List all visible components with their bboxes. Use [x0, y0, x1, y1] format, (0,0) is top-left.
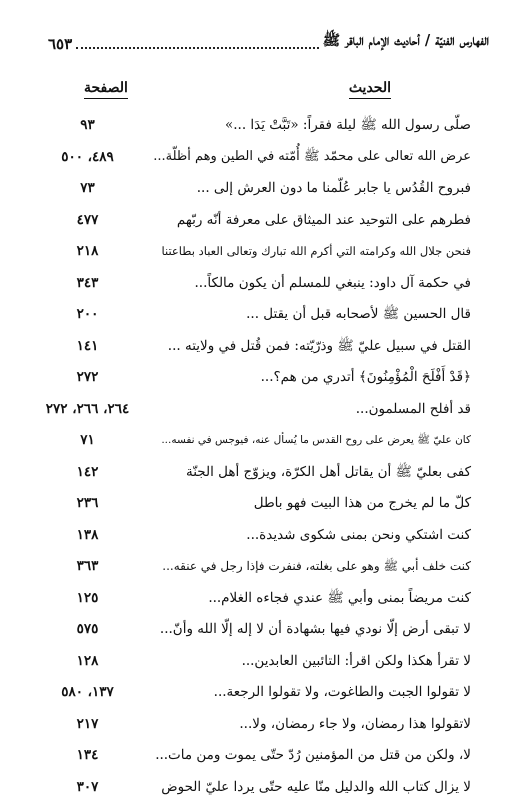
- page-reference: ١٣٨: [0, 526, 175, 544]
- page-reference: ٤٧٧: [0, 211, 175, 229]
- hadith-text: فبروح القُدُس يا جابر عُلّمنا ما دون العرش إلى ...: [197, 179, 471, 197]
- page-reference: ٣٠٧: [0, 778, 175, 796]
- index-row: [0, 179, 521, 211]
- header-leader-dots: [76, 46, 319, 49]
- hadith-text: فطرهم على التوحيد عند الميثاق على معرفة أنّه ربّهم: [177, 211, 471, 229]
- hadith-text: كلّ ما لم يخرج من هذا البيت فهو باطل: [254, 494, 471, 512]
- hadith-text: لا تبقى أرض إلّا نودي فيها بشهادة أن لا إله إلّا الله وأنّ...: [160, 620, 471, 638]
- page-reference: ٣٦٣: [0, 557, 175, 575]
- hadith-text: كنت اشتكي ونحن بمنى شكوى شديدة...: [246, 526, 471, 544]
- page-reference: ١٤٢: [0, 463, 175, 481]
- hadith-text: لا، ولكن من قتل من المؤمنين رُدّ حتّى يموت ومن مات...: [155, 746, 471, 764]
- hadith-text: كفى بعليّ ﷺ أن يقاتل أهل الكرّة، ويزوّج أهل الجنّة: [186, 463, 471, 481]
- page-reference: ١٢٨: [0, 652, 175, 670]
- page-reference: ٢٣٦: [0, 494, 175, 512]
- hadith-text: صلّى رسول الله ﷺ ليلة فقراً: «تَبَّتْ يَدَا ...»: [225, 116, 471, 134]
- hadith-text: القتل في سبيل عليّ ﷺ وذرّيّته: فمن قُتل في ولايته ...: [168, 337, 471, 355]
- page-reference: ٢٠٠: [0, 305, 175, 323]
- index-row: [0, 431, 521, 463]
- index-row: [0, 368, 521, 400]
- page-reference: ٥٧٥: [0, 620, 175, 638]
- index-row: [0, 116, 521, 148]
- page-reference: ٢٧٢: [0, 368, 175, 386]
- index-row: [0, 589, 521, 621]
- index-row: [0, 778, 521, 809]
- index-row: [0, 211, 521, 243]
- hadith-text: لاتقولوا هذا رمضان، ولا جاء رمضان، ولا...: [239, 715, 471, 733]
- index-row: [0, 400, 521, 432]
- index-row: [0, 494, 521, 526]
- running-header: [48, 32, 489, 53]
- index-row: [0, 274, 521, 306]
- hadith-text: كان عليّ ﷺ يعرض على روح القدس ما يُسأل عنه، فيوجس في نفسه...: [161, 431, 471, 449]
- hadith-text: لا يزال كتاب الله والدليل منّا عليه حتّى يردا عليّ الحوض: [161, 778, 471, 796]
- index-row: [0, 557, 521, 589]
- hadith-text: كنت خلف أبي ﷺ وهو على بغلته، فنفرت فإذا رجل في عنقه...: [162, 557, 471, 575]
- hadith-text: لا تقولوا الجبت والطاغوت، ولا تقولوا الرجعة...: [214, 683, 471, 701]
- index-row: [0, 337, 521, 369]
- page-reference: ٤٨٩، ٥٠٠: [0, 148, 175, 166]
- page-reference: ١٣٧، ٥٨٠: [0, 683, 175, 701]
- page-reference: ٩٣: [0, 116, 175, 134]
- index-row: [0, 746, 521, 778]
- hadith-text: قد أفلح المسلمون...: [356, 400, 471, 418]
- index-row: [0, 652, 521, 684]
- page-reference: ٢١٧: [0, 715, 175, 733]
- page-reference: ١٣٤: [0, 746, 175, 764]
- hadith-text: عرض الله تعالى على محمّد ﷺ أُمّته في الطين وهم أظلّة...: [153, 148, 471, 166]
- hadith-text: لا تقرأ هكذا ولكن اقرأ: التائبين العابدين...: [242, 652, 471, 670]
- column-heading-page: الصفحة: [84, 80, 128, 99]
- header-page-number: ٦٥٣: [48, 35, 72, 53]
- index-list: [0, 116, 521, 809]
- index-row: [0, 526, 521, 558]
- page-reference: ١٢٥: [0, 589, 175, 607]
- hadith-text: قال الحسين ﷺ لأصحابه قبل أن يقتل ...: [246, 305, 471, 323]
- header-title: الفهارس الفنيّة / أحاديث الإمام الباقر ﷺ: [323, 32, 489, 53]
- hadith-text: كنت مريضاً بمنى وأبي ﷺ عندي فجاءه الغلام...: [208, 589, 471, 607]
- index-row: [0, 683, 521, 715]
- column-heading-hadith: الحديث: [349, 80, 391, 99]
- index-row: [0, 463, 521, 495]
- index-row: [0, 242, 521, 274]
- page-reference: ٣٤٣: [0, 274, 175, 292]
- index-row: [0, 305, 521, 337]
- hadith-text: فنحن جلال الله وكرامته التي أكرم الله تبارك وتعالى العباد بطاعتنا: [161, 242, 471, 260]
- index-row: [0, 620, 521, 652]
- page-reference: ٢١٨: [0, 242, 175, 260]
- hadith-text: في حكمة آل داود: ينبغي للمسلم أن يكون مالكاً...: [195, 274, 472, 292]
- column-headings: [0, 80, 521, 102]
- index-row: [0, 148, 521, 180]
- index-row: [0, 715, 521, 747]
- page-reference: ١٤١: [0, 337, 175, 355]
- page-reference: ٧١: [0, 431, 175, 449]
- hadith-text: ﴿قَدْ أَفْلَحَ الْمُؤْمِنُونَ﴾ أتدري من هم؟...: [261, 368, 471, 386]
- page-reference: ٢٦٤، ٢٦٦، ٢٧٢: [0, 400, 175, 418]
- page-reference: ٧٣: [0, 179, 175, 197]
